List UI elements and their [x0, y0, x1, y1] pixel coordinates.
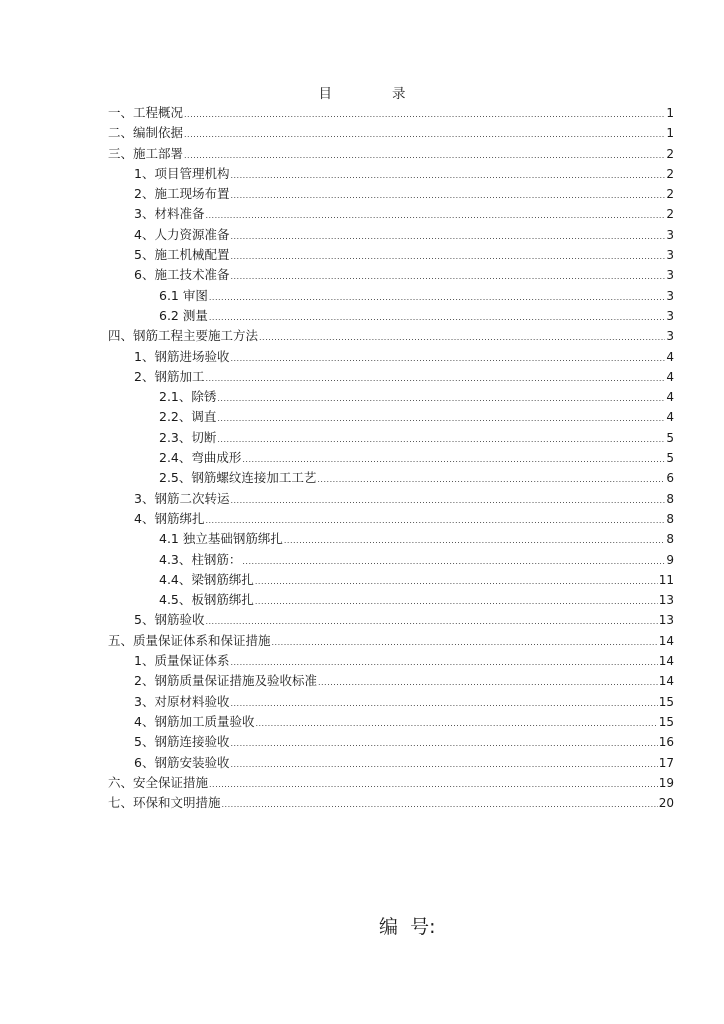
- toc-entry-page: 3: [666, 268, 674, 283]
- toc-entry-page: 14: [658, 654, 674, 669]
- toc-entry-page: 9: [666, 552, 674, 567]
- toc-entry-label: 2、钢筋加工: [134, 368, 205, 384]
- toc-entry-label: 3、材料准备: [134, 206, 205, 222]
- toc-entry[interactable]: [108, 489, 674, 509]
- toc-entry-label: 5、钢筋连接验收: [134, 734, 230, 750]
- toc-entry-label: 6.2 测量: [159, 307, 208, 323]
- title-right: 录: [392, 86, 406, 102]
- toc-entry-page: 2: [666, 187, 674, 202]
- toc-entry-label: 3、对原材料验收: [134, 693, 230, 709]
- toc-entry-label: 1、质量保证体系: [134, 653, 230, 669]
- toc-entry[interactable]: [108, 306, 674, 326]
- toc-leader-dots: [230, 191, 665, 200]
- toc-entry-page: 5: [666, 430, 674, 445]
- toc-entry-label: 七、环保和文明措施: [108, 795, 221, 811]
- toc-entry[interactable]: [108, 509, 674, 529]
- toc-entry[interactable]: [108, 428, 674, 448]
- toc-entry-page: 14: [658, 633, 674, 648]
- toc-leader-dots: [217, 435, 665, 444]
- toc-entry[interactable]: [108, 103, 674, 123]
- toc-entry-page: 16: [658, 735, 674, 750]
- toc-entry[interactable]: [108, 671, 674, 691]
- toc-leader-dots: [230, 272, 665, 281]
- toc-leader-dots: [255, 719, 657, 728]
- toc-entry-page: 14: [658, 674, 674, 689]
- toc-entry-page: 8: [666, 532, 674, 547]
- toc-leader-dots: [284, 536, 666, 545]
- toc-leader-dots: [317, 475, 665, 484]
- toc-leader-dots: [318, 678, 658, 687]
- toc-leader-dots: [255, 597, 658, 606]
- toc-entry-label: 2.1、除锈: [159, 389, 217, 405]
- toc-entry-page: 2: [666, 146, 674, 161]
- toc-entry-page: 2: [666, 207, 674, 222]
- toc-entry-label: 2、钢筋质量保证措施及验收标准: [134, 673, 317, 689]
- toc-leader-dots: [222, 800, 658, 809]
- toc-leader-dots: [205, 516, 665, 525]
- toc-leader-dots: [209, 293, 666, 302]
- toc-entry[interactable]: [108, 631, 674, 651]
- toc-entry[interactable]: [108, 326, 674, 346]
- toc-entry-page: 4: [666, 410, 674, 425]
- toc-entry-page: 13: [658, 593, 674, 608]
- toc-leader-dots: [217, 414, 665, 423]
- toc-entry-label: 2.2、调直: [159, 409, 217, 425]
- table-of-contents: [108, 103, 674, 813]
- toc-entry-page: 4: [666, 349, 674, 364]
- serial-number-label: 编 号:: [379, 916, 436, 938]
- toc-entry-label: 2.4、弯曲成形: [159, 450, 242, 466]
- toc-entry[interactable]: [108, 448, 674, 468]
- title-left: 目: [318, 86, 332, 102]
- toc-entry-label: 2.5、钢筋螺纹连接加工工艺: [159, 470, 317, 486]
- toc-entry[interactable]: [108, 773, 674, 793]
- toc-entry-page: 6: [666, 471, 674, 486]
- toc-leader-dots: [184, 110, 665, 119]
- toc-entry-label: 4.1 独立基础钢筋绑扎: [159, 531, 283, 547]
- toc-entry-page: 15: [658, 714, 674, 729]
- page-title: [0, 82, 724, 102]
- toc-leader-dots: [230, 739, 657, 748]
- toc-entry[interactable]: [108, 245, 674, 265]
- toc-entry[interactable]: [108, 753, 674, 773]
- toc-entry-page: 8: [666, 511, 674, 526]
- toc-entry[interactable]: [108, 144, 674, 164]
- toc-entry-page: 3: [666, 227, 674, 242]
- toc-entry-label: 4.3、柱钢筋：: [159, 551, 242, 567]
- toc-entry[interactable]: [108, 529, 674, 549]
- toc-entry-label: 三、施工部署: [108, 145, 184, 161]
- toc-entry[interactable]: [108, 550, 674, 570]
- toc-entry-label: 4、钢筋绑扎: [134, 510, 205, 526]
- toc-entry-page: 11: [658, 572, 674, 587]
- toc-leader-dots: [205, 617, 657, 626]
- toc-leader-dots: [184, 130, 665, 139]
- toc-entry-label: 4、钢筋加工质量验收: [134, 713, 255, 729]
- toc-entry-page: 5: [666, 451, 674, 466]
- toc-entry[interactable]: [108, 407, 674, 427]
- toc-entry[interactable]: [108, 347, 674, 367]
- toc-entry-label: 4.5、板钢筋绑扎: [159, 592, 254, 608]
- toc-entry[interactable]: [108, 367, 674, 387]
- toc-entry[interactable]: [108, 184, 674, 204]
- toc-entry-page: 1: [666, 126, 674, 141]
- toc-entry-page: 2: [666, 166, 674, 181]
- toc-entry-label: 6、施工技术准备: [134, 267, 230, 283]
- toc-leader-dots: [209, 780, 658, 789]
- toc-entry-label: 1、项目管理机构: [134, 165, 230, 181]
- toc-entry-label: 4、人力资源准备: [134, 226, 230, 242]
- toc-entry[interactable]: [108, 692, 674, 712]
- toc-leader-dots: [230, 699, 657, 708]
- toc-leader-dots: [230, 232, 665, 241]
- toc-leader-dots: [272, 638, 658, 647]
- toc-entry-label: 2、施工现场布置: [134, 186, 230, 202]
- toc-leader-dots: [242, 557, 665, 566]
- toc-entry-label: 3、钢筋二次转运: [134, 490, 230, 506]
- toc-entry-page: 3: [666, 288, 674, 303]
- toc-leader-dots: [217, 394, 665, 403]
- toc-entry-page: 4: [666, 369, 674, 384]
- toc-leader-dots: [209, 313, 666, 322]
- toc-entry[interactable]: [108, 164, 674, 184]
- toc-entry[interactable]: [108, 204, 674, 224]
- toc-entry-page: 3: [666, 308, 674, 323]
- toc-entry-page: 13: [658, 613, 674, 628]
- toc-entry-page: 20: [658, 796, 674, 811]
- toc-entry[interactable]: [108, 590, 674, 610]
- toc-entry[interactable]: [108, 225, 674, 245]
- toc-entry-label: 2.3、切断: [159, 429, 217, 445]
- toc-leader-dots: [230, 354, 665, 363]
- toc-entry[interactable]: [108, 468, 674, 488]
- toc-entry-label: 6.1 审图: [159, 287, 208, 303]
- toc-entry-label: 二、编制依据: [108, 125, 184, 141]
- toc-entry[interactable]: [108, 610, 674, 630]
- toc-leader-dots: [230, 252, 665, 261]
- toc-entry-page: 15: [658, 694, 674, 709]
- toc-entry-label: 一、工程概况: [108, 105, 184, 120]
- toc-entry-page: 1: [666, 106, 674, 120]
- toc-entry-label: 5、钢筋验收: [134, 612, 205, 628]
- toc-entry-page: 19: [658, 775, 674, 790]
- toc-leader-dots: [242, 455, 665, 464]
- toc-entry[interactable]: [108, 712, 674, 732]
- toc-entry[interactable]: [108, 286, 674, 306]
- toc-leader-dots: [205, 211, 665, 220]
- toc-entry[interactable]: [108, 732, 674, 752]
- toc-entry-page: 3: [666, 248, 674, 263]
- toc-entry[interactable]: [108, 123, 674, 143]
- toc-leader-dots: [230, 760, 657, 769]
- toc-entry-label: 六、安全保证措施: [108, 774, 209, 790]
- toc-entry-page: 17: [658, 755, 674, 770]
- toc-leader-dots: [205, 374, 665, 383]
- toc-entry[interactable]: [108, 265, 674, 285]
- toc-entry-label: 四、钢筋工程主要施工方法: [108, 328, 259, 344]
- toc-leader-dots: [255, 577, 658, 586]
- toc-entry-page: 3: [666, 329, 674, 344]
- toc-leader-dots: [230, 496, 665, 505]
- toc-entry[interactable]: [108, 793, 674, 813]
- toc-entry-label: 5、施工机械配置: [134, 247, 230, 263]
- toc-entry-page: 4: [666, 390, 674, 405]
- toc-entry[interactable]: [108, 570, 674, 590]
- toc-leader-dots: [259, 333, 665, 342]
- toc-entry[interactable]: [108, 651, 674, 671]
- toc-entry-page: 8: [666, 491, 674, 506]
- toc-entry-label: 1、钢筋进场验收: [134, 348, 230, 364]
- toc-leader-dots: [230, 658, 657, 667]
- toc-leader-dots: [184, 151, 665, 160]
- toc-leader-dots: [230, 171, 665, 180]
- toc-entry-label: 6、钢筋安装验收: [134, 754, 230, 770]
- toc-entry[interactable]: [108, 387, 674, 407]
- toc-entry-label: 五、质量保证体系和保证措施: [108, 632, 271, 648]
- toc-entry-label: 4.4、梁钢筋绑扎: [159, 571, 254, 587]
